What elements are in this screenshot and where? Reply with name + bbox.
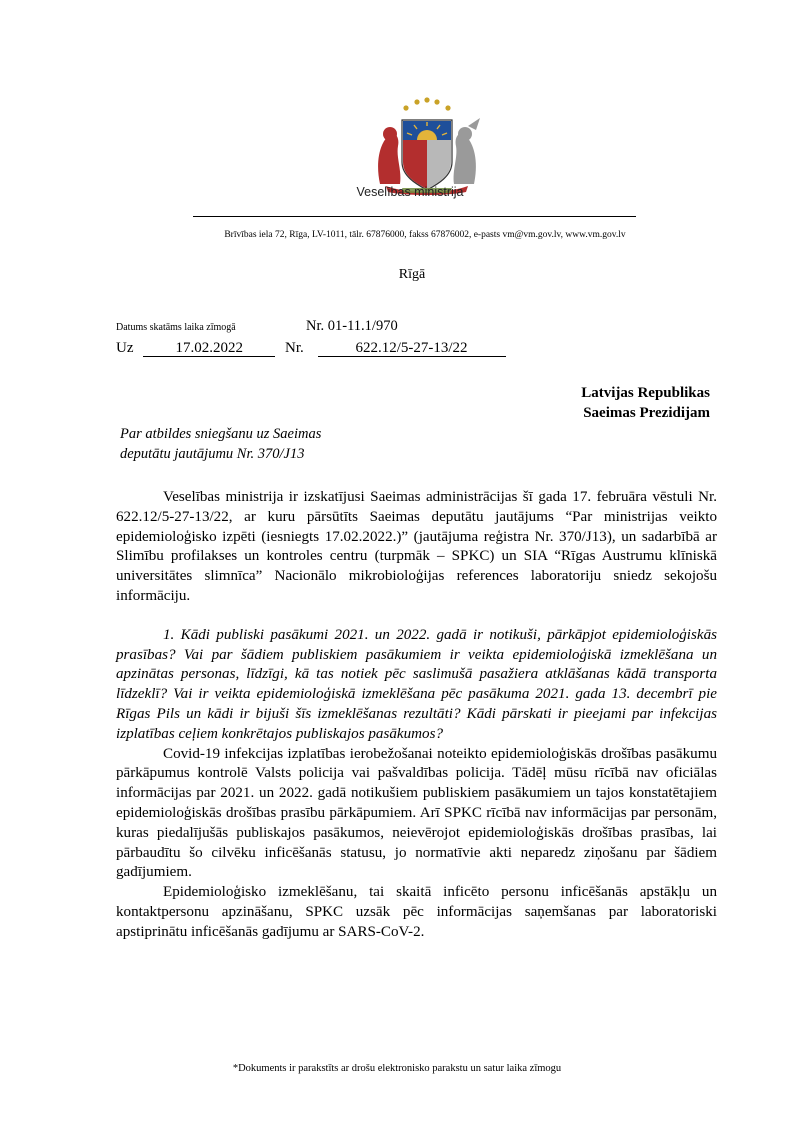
subject-line-2: deputātu jautājumu Nr. 370/J13	[120, 446, 305, 462]
nr-label: Nr.	[285, 340, 304, 356]
ministry-name: Veselības ministrija	[356, 185, 464, 199]
question-1: 1. Kādi publiski pasākumi 2021. un 2022. gadā ir notikuši, pārkāpjot epidemioloģiskās prasības? Vai par šādiem publiskiem pasākumiem ir veikta epidemioloģiskā izmeklēšana un apzinātas personas, līdzīgi, kā tas notiek pēc saslimušā pasažiera atklāšanas kādā transporta līdzeklī? Vai ir veikta epidemioloģiskā izmeklēšana pēc pasākuma 2021. gada 13. decembrī pie Rīgas Pils un kādi ir bijuši šīs izmeklēšanas rezultāti? Kādi pārskati ir pieejami par infekcijas izplatības ceļiem konkrētajos publiskajos pasākumos?	[116, 626, 717, 742]
uz-date: 17.02.2022	[143, 340, 275, 357]
date-label: Datums skatāms laika zīmogā	[116, 322, 236, 333]
city: Rīgā	[398, 267, 426, 282]
reference-number: 622.12/5-27-13/22	[318, 340, 506, 357]
recipient-line-2: Saeimas Prezidijam	[583, 405, 710, 421]
recipient-line-1: Latvijas Republikas	[581, 385, 710, 401]
body-paragraph-answer-2: Epidemioloģisko izmeklēšanu, tai skaitā inficēto personu inficēšanās apstākļu un kontaktpersonu apzināšanu, SPKC uzsāk pēc informācijas saņemšanas par laboratoriski apstiprinātu inficēšanās gadījumu ar SARS-CoV-2.	[116, 884, 717, 940]
ministry-address: Brīvības iela 72, Rīga, LV-1011, tālr. 67876000, fakss 67876002, e-pasts vm@vm.gov.lv, www.vm.gov.lv	[224, 230, 626, 240]
signature-footnote: *Dokuments ir parakstīts ar drošu elektronisko parakstu un satur laika zīmogu	[232, 1063, 562, 1074]
header-divider	[193, 216, 636, 217]
subject-line-1: Par atbildes sniegšanu uz Saeimas	[120, 426, 322, 442]
body-paragraph-intro: Veselības ministrija ir izskatījusi Saeimas administrācijas šī gada 17. februāra vēstuli Nr. 622.12/5-27-13/22, ar kuru pārsūtīts Saeimas deputātu jautājums “Par ministrijas veikto epidemioloģisko izpēti (iesniegts 17.02.2022.)” (jautājuma reģistra Nr. 370/J13), un sadarbībā ar Slimību profilakses un kontroles centru (turpmāk – SPKC) un SIA “Rīgas Austrumu klīniskā universitātes slimnīca” Nacionālo mikrobioloģijas references laboratoriju sniedz sekojošu informāciju.	[116, 489, 717, 604]
reference-line	[116, 340, 506, 357]
recipient-block	[581, 383, 710, 423]
subject-block	[120, 424, 410, 464]
document-number: Nr. 01-11.1/970	[306, 318, 398, 334]
uz-label: Uz	[116, 340, 134, 356]
coat-of-arms-logo	[372, 96, 482, 196]
letter-body	[116, 488, 717, 943]
body-paragraph-answer-1: Covid-19 infekcijas izplatības ierobežošanai noteikto epidemioloģiskās drošības pasākumu pārkāpumus kontrolē Valsts policija vai pašvaldības policija. Tādēļ mūsu rīcībā nav oficiālas informācijas par 2021. un 2022. gadā notikušiem publiskiem pasākumiem un tajos konstatētajiem epidemioloģiskās drošības prasību pārkāpumiem. Arī SPKC rīcībā nav informācijas par personām, kuras piedalījušās publiskajos pasākumos, neievērojot epidemioloģiskās drošības prasības, lai pārbaudītu šo cilvēku inficēšanās statusu, jo normatīvie akti neparedz ziņošanu par šādiem gadījumiem.	[116, 745, 717, 881]
